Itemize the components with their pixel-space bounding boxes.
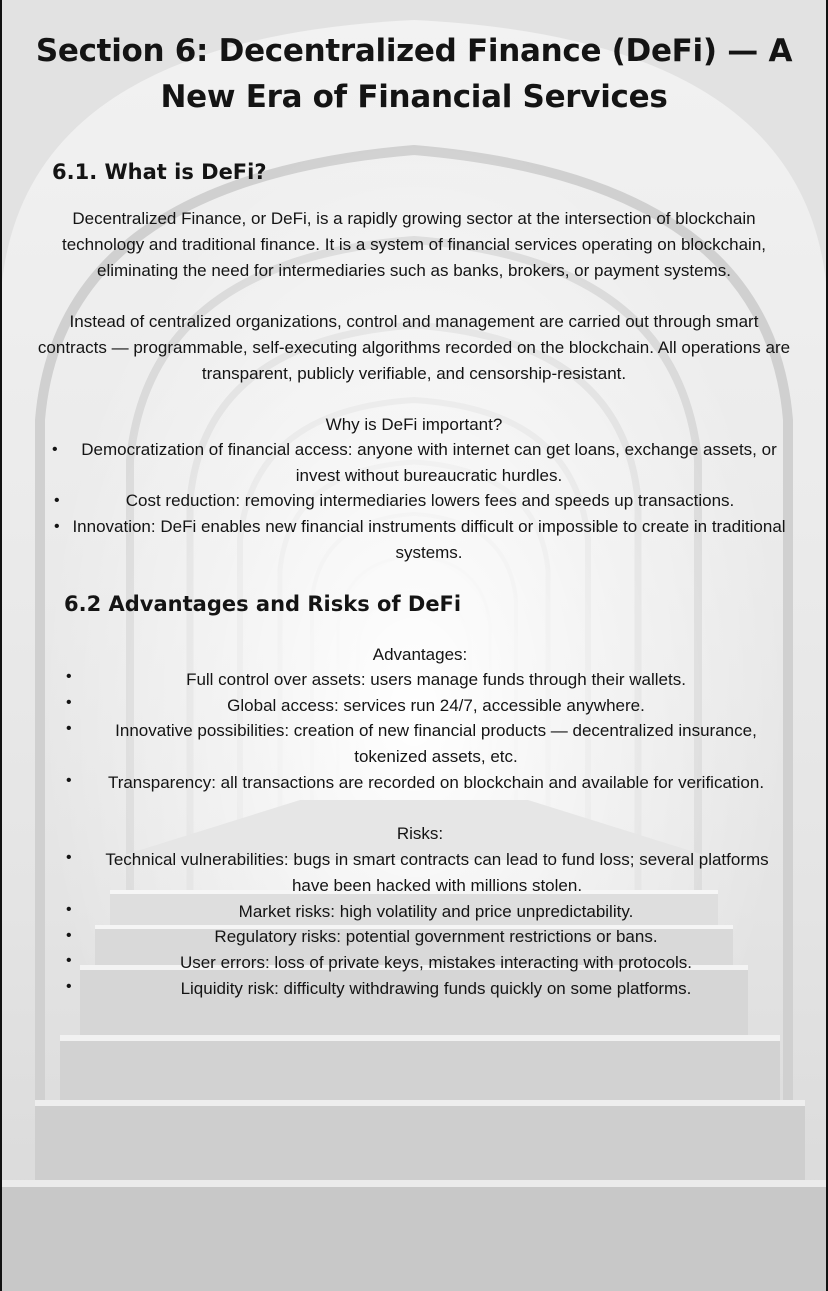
bullet-dot-icon: • [54,492,60,509]
bullet-dot-icon: • [66,772,72,789]
list-item-text: Full control over assets: users manage funds through their wallets. [186,670,686,689]
bullet-dot-icon: • [66,720,72,737]
smart-contracts-paragraph: Instead of centralized organizations, control and management are carried out through smart contracts — programmable, self-executing algorithms recorded on the blockchain. All operations are transparent, publicly verifiable, and censorship-resistant. [37,312,791,383]
advantages-caption: Advantages: [372,645,468,664]
list-item-text: Democratization of financial access: anyone with internet can get loans, exchange assets, or invest without bureaucratic hurdles. [81,440,777,485]
risks-caption: Risks: [396,824,444,843]
list-item [54,514,790,566]
list-item-text: Regulatory risks: potential government restrictions or bans. [214,927,658,946]
list-item-text: Technical vulnerabilities: bugs in smart contracts can lead to fund loss; several platforms have been hacked with millions stolen. [105,850,769,895]
list-item-text: Transparency: all transactions are recorded on blockchain and available for verification. [107,773,765,792]
list-item-text: Innovation: DeFi enables new financial instruments difficult or impossible to create in traditional systems. [72,517,786,562]
bullet-dot-icon: • [66,927,72,944]
bullet-dot-icon: • [66,849,72,866]
list-item-text: Global access: services run 24/7, accessible anywhere. [227,696,645,715]
bullet-dot-icon: • [52,441,58,458]
list-item-text: Liquidity risk: difficulty withdrawing funds quickly on some platforms. [180,979,692,998]
left-border [0,0,2,1291]
section-heading-6-2: 6.2 Advantages and Risks of DeFi [64,592,462,616]
bullet-dot-icon: • [66,978,72,995]
bullet-dot-icon: • [66,901,72,918]
list-item-text: Market risks: high volatility and price unpredictability. [238,902,634,921]
bullet-dot-icon: • [54,518,60,535]
list-item-text: Innovative possibilities: creation of new financial products — decentralized insurance, tokenized assets, etc. [115,721,757,766]
section-heading-6-1: 6.1. What is DeFi? [52,160,267,184]
why-important-caption: Why is DeFi important? [325,415,503,434]
list-item [54,488,786,514]
page-title: Section 6: Decentralized Finance (DeFi) — A New Era of Financial Services [35,33,793,115]
list-item-text: Cost reduction: removing intermediaries lowers fees and speeds up transactions. [125,491,735,510]
bullet-dot-icon: • [66,668,72,685]
defi-intro-paragraph: Decentralized Finance, or DeFi, is a rapidly growing sector at the intersection of blockchain technology and traditional finance. It is a system of financial services operating on blockchain, eliminating the need for intermediaries such as banks, brokers, or payment systems. [61,209,766,280]
bullet-dot-icon: • [66,952,72,969]
list-item-text: User errors: loss of private keys, mistakes interacting with protocols. [179,953,693,972]
list-item [52,437,786,489]
bullet-dot-icon: • [66,694,72,711]
